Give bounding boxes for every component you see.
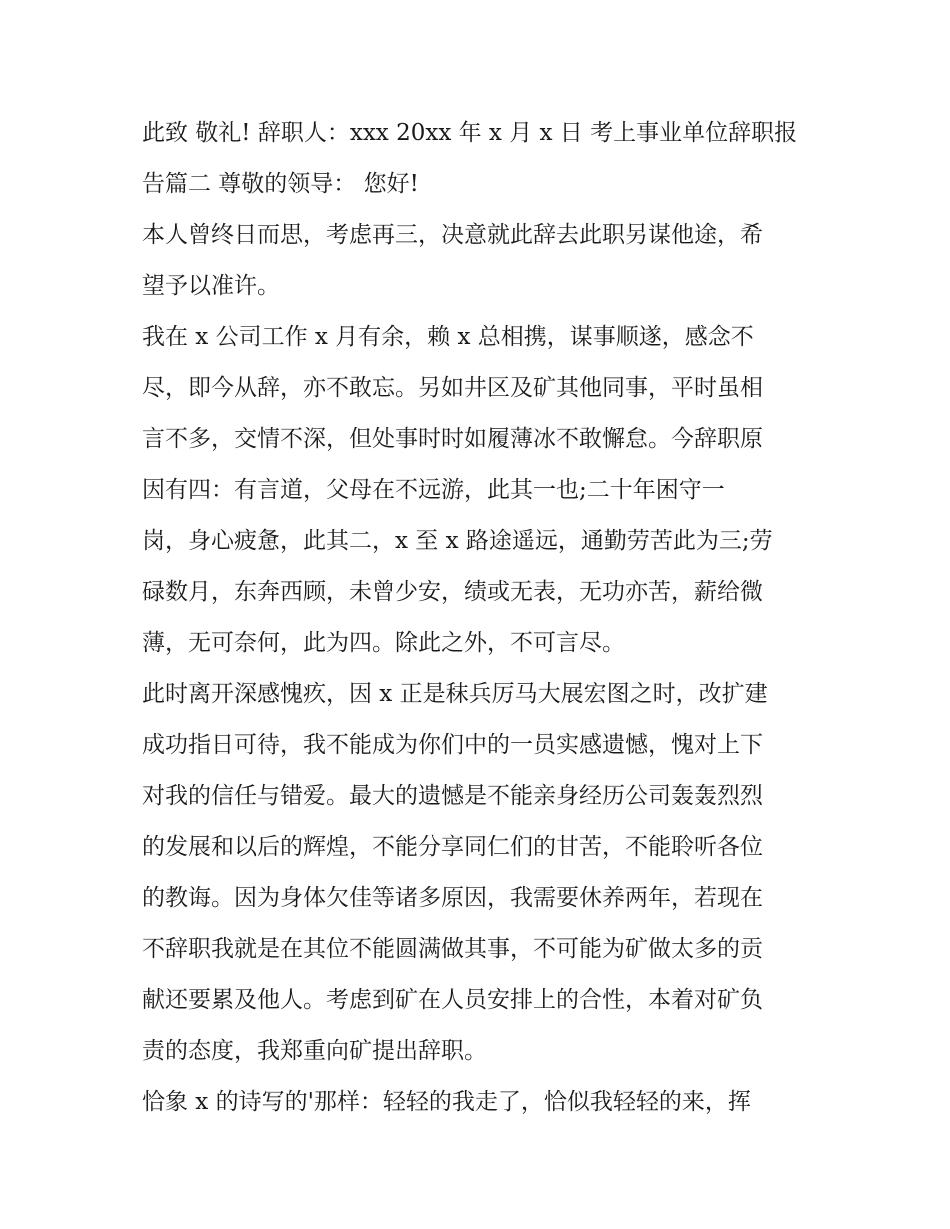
text-line-18: 献还要累及他人。考虑到矿在人员安排上的合性，本着对矿负 xyxy=(142,987,763,1013)
text-line-8: 因有四：有言道，父母在不远游，此其一也;二十年困守一 xyxy=(142,477,725,503)
resignation-letter-text xyxy=(142,108,822,1128)
text-line-7: 言不多，交情不深，但处事时时如履薄冰不敢懈怠。今辞职原 xyxy=(142,426,763,452)
text-line-1: 此致 敬礼! 辞职人：xxx 20xx 年 x 月 x 日 考上事业单位辞职报 xyxy=(142,120,798,146)
text-line-12: 此时离开深感愧疚，因 x 正是秣兵厉马大展宏图之时，改扩建 xyxy=(142,681,768,707)
text-line-16: 的教诲。因为身体欠佳等诸多原因，我需要休养两年，若现在 xyxy=(142,885,763,911)
text-line-10: 碌数月，东奔西顾，未曾少安，绩或无表，无功亦苦，薪给微 xyxy=(142,579,763,605)
text-line-2: 告篇二 尊敬的领导： 您好! xyxy=(142,171,419,197)
text-line-3: 本人曾终日而思，考虑再三，决意就此辞去此职另谋他途，希 xyxy=(142,222,763,248)
text-line-6: 尽，即今从辞，亦不敢忘。另如井区及矿其他同事，平时虽相 xyxy=(142,375,763,401)
text-line-11: 薄，无可奈何，此为四。除此之外，不可言尽。 xyxy=(142,630,625,656)
text-line-14: 对我的信任与错爱。最大的遗憾是不能亲身经历公司轰轰烈烈 xyxy=(142,783,763,809)
text-line-15: 的发展和以后的辉煌，不能分享同仁们的甘苦，不能聆听各位 xyxy=(142,834,763,860)
text-line-9: 岗，身心疲惫，此其二，x 至 x 路途遥远，通勤劳苦此为三;劳 xyxy=(142,528,773,554)
text-line-13: 成功指日可待，我不能成为你们中的一员实感遗憾，愧对上下 xyxy=(142,732,763,758)
text-line-4: 望予以准许。 xyxy=(142,273,280,299)
text-line-5: 我在 x 公司工作 x 月有余，赖 x 总相携，谋事顺遂，感念不 xyxy=(142,324,754,350)
text-line-17: 不辞职我就是在其位不能圆满做其事，不可能为矿做太多的贡 xyxy=(142,936,763,962)
text-line-20: 恰象 x 的诗写的'那样：轻轻的我走了，恰似我轻轻的来，挥 xyxy=(142,1089,751,1115)
text-line-19: 责的态度，我郑重向矿提出辞职。 xyxy=(142,1038,487,1064)
